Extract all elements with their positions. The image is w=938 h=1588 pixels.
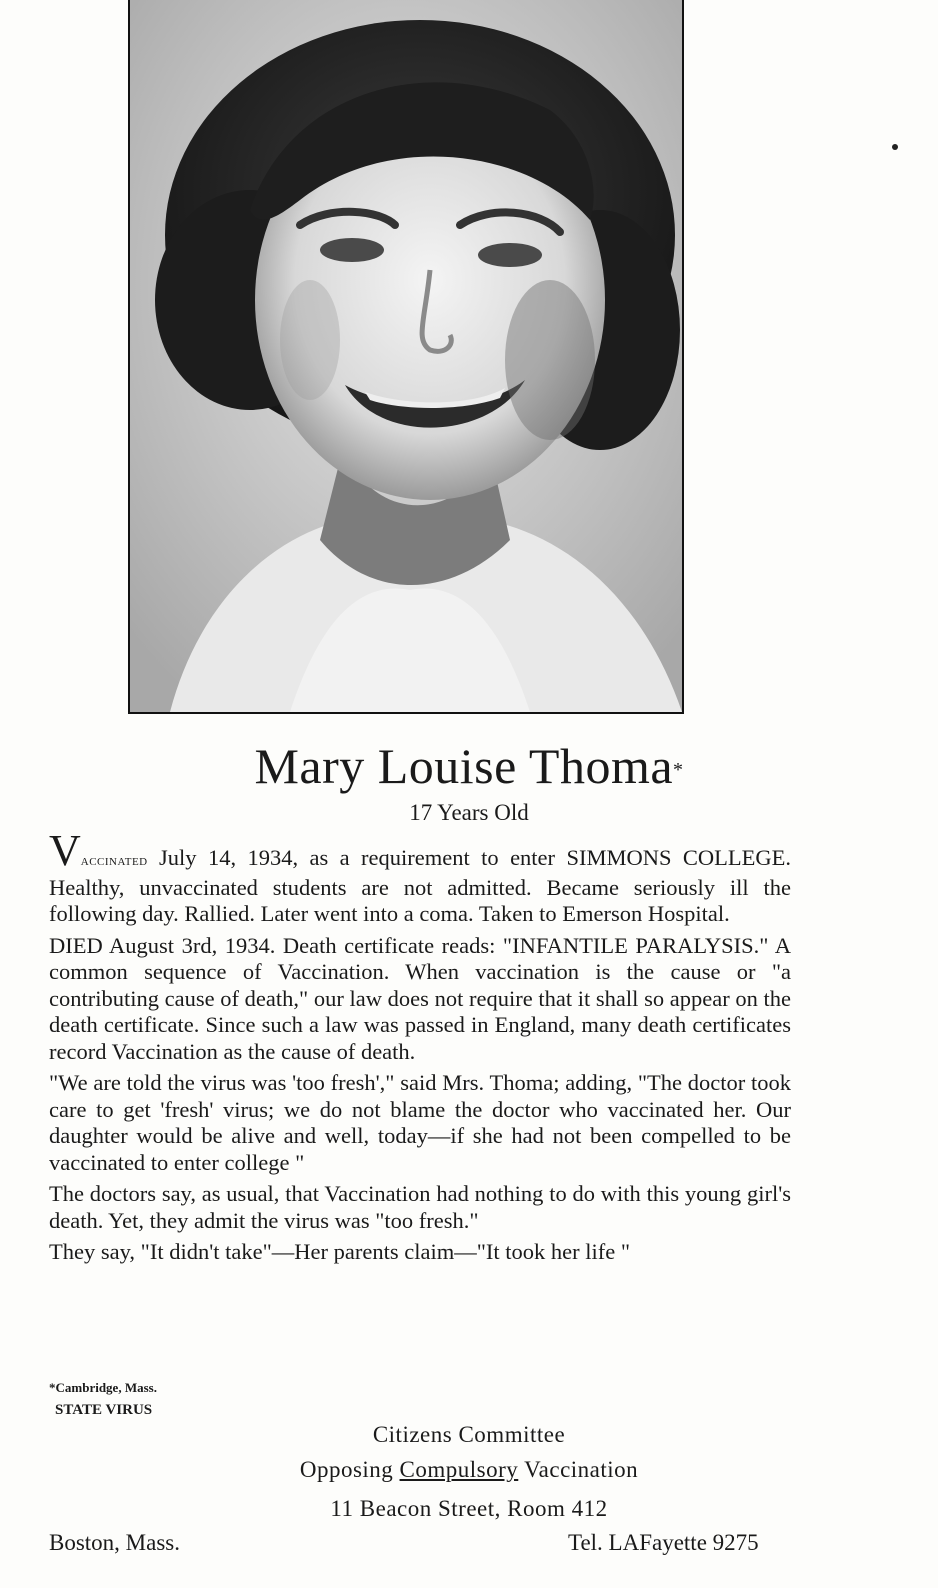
lead-word: accinated — [80, 852, 148, 869]
name-footnote-mark: * — [673, 759, 684, 781]
paragraph-claim: They say, "It didn't take"—Her parents claim—"It took her life " — [49, 1239, 631, 1264]
person-age: 17 Years Old — [409, 800, 529, 825]
committee-name: Citizens Committee — [372, 1422, 566, 1447]
paragraph-doctors: The doctors say, as usual, that Vaccination had nothing to do with this young girl's death. Yet, they admit the virus was "too fresh." — [49, 1181, 791, 1233]
committee-purpose-underlined: Compulsory — [399, 1457, 519, 1482]
print-speck — [892, 144, 898, 150]
footnote-location: *Cambridge, Mass. — [49, 1380, 157, 1395]
portrait-photo — [128, 0, 684, 714]
person-name — [0, 736, 938, 796]
drop-cap: V — [49, 826, 81, 875]
person-name-text: Mary Louise Thoma — [254, 738, 674, 794]
paragraph-vaccinated — [49, 826, 791, 928]
committee-address: 11 Beacon Street, Room 412 — [330, 1496, 608, 1521]
committee-phone: Tel. LAFayette 9275 — [568, 1530, 759, 1555]
state-virus-note: STATE VIRUS — [55, 1402, 153, 1418]
committee-purpose — [0, 1457, 938, 1483]
portrait-image — [130, 0, 682, 712]
paragraph-quote: "We are told the virus was 'too fresh'," said Mrs. Thoma; adding, "The doctor took care to get 'fresh' virus; we do not blame the doctor who vaccinated her. Our daughter would be alive and well, today—if she had not been compelled to be vaccinated to enter college " — [49, 1070, 791, 1175]
article-body — [49, 826, 791, 1271]
committee-purpose-c: Vaccination — [518, 1457, 639, 1482]
paragraph-died: DIED August 3rd, 1934. Death certificate reads: "INFANTILE PARALYSIS." A common sequence of Vaccination. When vaccination is the cause or "a contributing cause of death," our law does not require that it shall so appear on the death certificate. Since such a law was passed in England, many death certificates record Vaccination as the cause of death. — [49, 932, 791, 1064]
paragraph-vaccinated-text: July 14, 1934, as a requirement to enter SIMMONS COLLEGE. Healthy, unvaccinated students are not admitted. Became seriously ill the following day. Rallied. Later went into a coma. Taken to Emerson Hospital. — [49, 845, 791, 926]
committee-purpose-a: Opposing — [299, 1457, 400, 1482]
committee-city: Boston, Mass. — [49, 1530, 180, 1555]
